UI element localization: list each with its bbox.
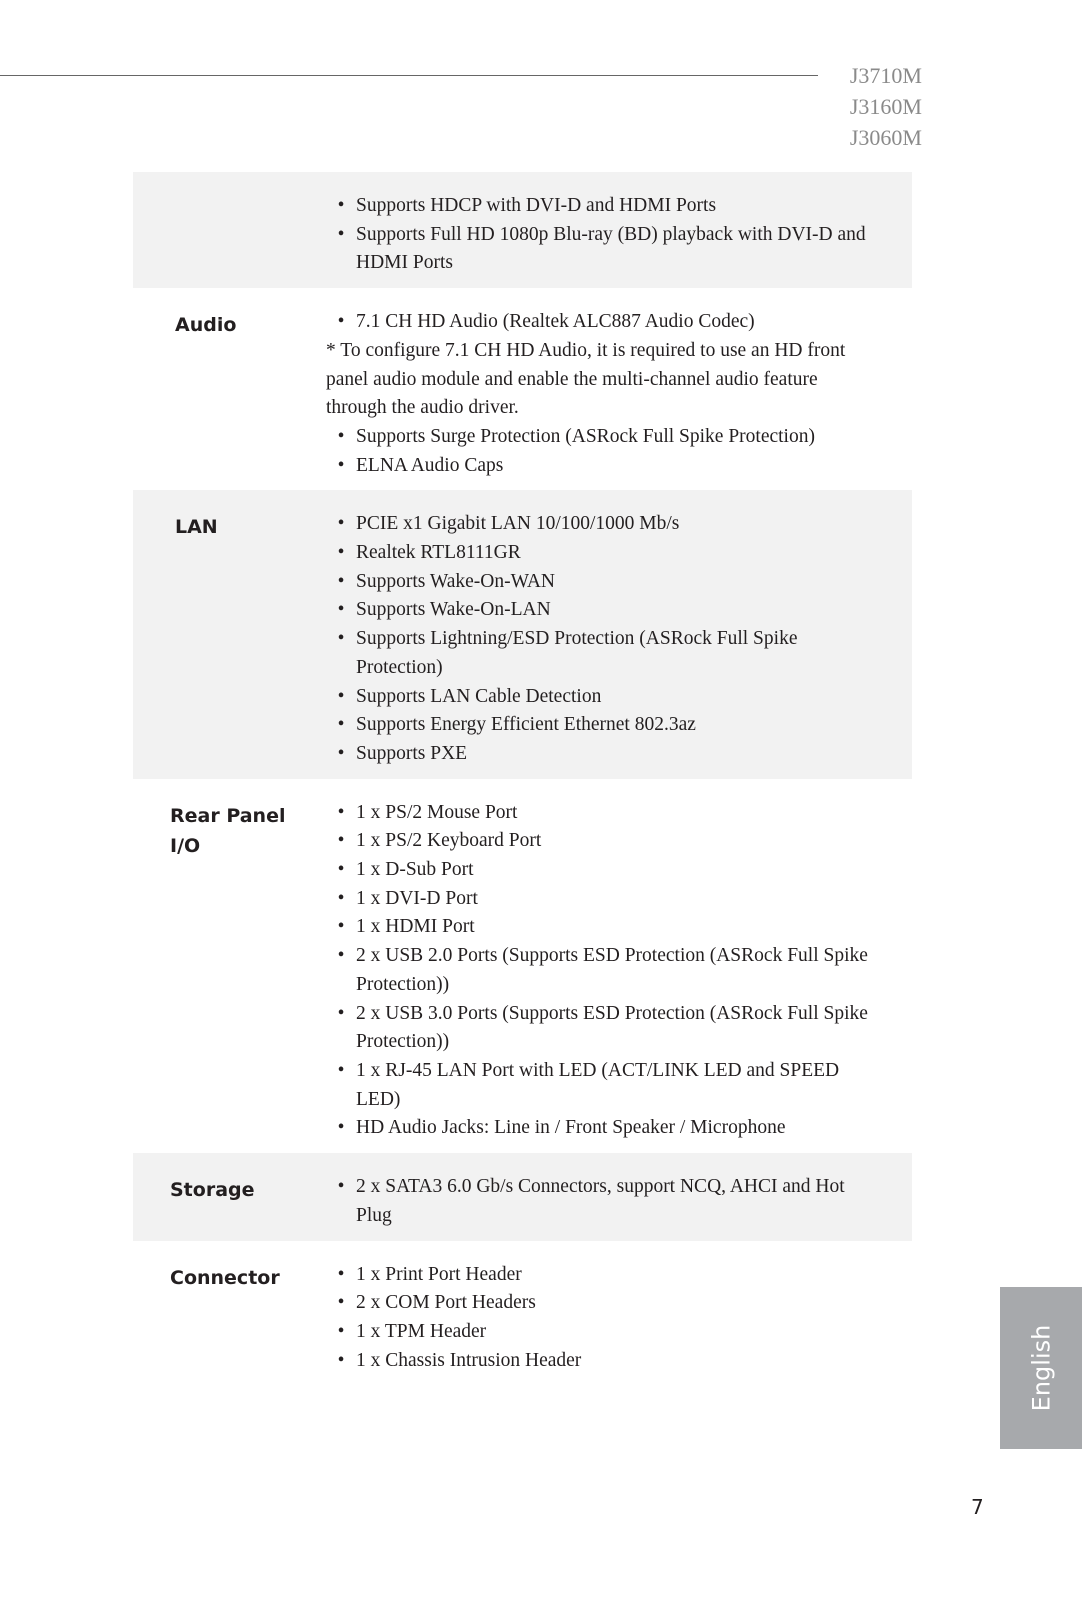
list-item-text: 1 x DVI-D Port: [356, 887, 478, 909]
list-item: [326, 1318, 882, 1347]
list-item: [326, 625, 882, 682]
bullet-icon: •: [337, 1292, 345, 1314]
list-item: [326, 1289, 882, 1318]
list-item-text: 1 x PS/2 Keyboard Port: [356, 830, 542, 852]
list-item-text: Realtek RTL8111GR: [356, 542, 521, 564]
list-item: [326, 683, 882, 712]
spec-row-rear-panel-io: [133, 779, 912, 1153]
list-item: [326, 1347, 882, 1376]
list-item-text: 1 x TPM Header: [356, 1320, 487, 1342]
list-item-text: 2 x USB 3.0 Ports (Supports ESD Protection (ASRock Full Spike Protection)): [356, 1002, 868, 1053]
list-item-text: 1 x PS/2 Mouse Port: [356, 801, 518, 823]
spec-row-label: [133, 799, 326, 1143]
list-item: [326, 510, 882, 539]
list-item: [326, 827, 882, 856]
spec-row-content: [326, 308, 912, 480]
list-item: [326, 885, 882, 914]
bullet-icon: •: [337, 887, 345, 909]
bullet-icon: •: [337, 1176, 345, 1198]
spec-row-label: Audio: [175, 314, 237, 337]
list-item: [326, 1173, 882, 1230]
list-item: [326, 221, 882, 278]
list-item: [326, 1057, 882, 1114]
bullet-icon: •: [337, 1263, 345, 1285]
bullet-icon: •: [337, 1002, 345, 1024]
bullet-icon: •: [337, 830, 345, 852]
spec-row-content: [326, 1261, 912, 1376]
list-item: [326, 568, 882, 597]
bullet-icon: •: [337, 542, 345, 564]
list-item: [326, 1000, 882, 1057]
list-item-text: 7.1 CH HD Audio (Realtek ALC887 Audio Codec): [356, 311, 755, 333]
list-item-text: 2 x USB 2.0 Ports (Supports ESD Protection (ASRock Full Spike Protection)): [356, 945, 868, 995]
bullet-icon: •: [337, 628, 345, 650]
spec-row-content: [326, 799, 912, 1143]
list-item-text: Supports Wake-On-WAN: [356, 570, 555, 592]
bullet-icon: •: [337, 454, 345, 476]
spec-row-label: [133, 192, 326, 278]
bullet-icon: •: [337, 1059, 345, 1081]
list-item: [326, 799, 882, 828]
list-item: [326, 539, 882, 568]
language-tab: [1000, 1287, 1082, 1449]
spec-row-label: Storage: [170, 1179, 255, 1202]
bullet-icon: •: [337, 513, 345, 535]
bullet-icon: •: [337, 425, 345, 447]
spec-row-content: [326, 192, 912, 278]
page-number: 7: [971, 1495, 984, 1519]
list-item-text: 1 x HDMI Port: [356, 916, 475, 938]
spec-row-label: Connector: [170, 1266, 280, 1289]
bullet-icon: •: [337, 714, 345, 736]
list-item: [326, 452, 882, 481]
spec-row-content: [326, 1173, 912, 1230]
model-name: J3710M: [849, 63, 922, 88]
spec-row-audio: [133, 288, 912, 490]
bullet-icon: •: [337, 945, 345, 967]
bullet-icon: •: [337, 1117, 345, 1139]
spec-row-lan: [133, 490, 912, 778]
audio-note: * To configure 7.1 CH HD Audio, it is required to use an HD front panel audio module and enable the multi-channel audio feature through the audio driver.: [326, 339, 846, 419]
list-item: [326, 856, 882, 885]
header-rule: [0, 75, 818, 76]
model-name: J3060M: [849, 125, 922, 150]
list-item: [326, 423, 882, 452]
bullet-icon: •: [337, 223, 345, 245]
list-item: [326, 308, 882, 337]
list-item-text: HD Audio Jacks: Line in / Front Speaker / Microphone: [356, 1117, 786, 1139]
spec-table: [133, 172, 912, 1385]
list-item-text: Supports Full HD 1080p Blu-ray (BD) playback with DVI-D and HDMI Ports: [356, 223, 866, 274]
list-item-text: 1 x Print Port Header: [356, 1263, 522, 1285]
bullet-icon: •: [337, 742, 345, 764]
spec-row-label-line: I/O: [170, 834, 201, 857]
list-item: [326, 942, 882, 999]
spec-row-label: LAN: [175, 516, 218, 539]
bullet-icon: •: [337, 570, 345, 592]
list-item: [326, 192, 882, 221]
list-item-text: 1 x RJ-45 LAN Port with LED (ACT/LINK LED and SPEED LED): [356, 1059, 840, 1110]
list-item-text: Supports PXE: [356, 742, 468, 764]
bullet-icon: •: [337, 599, 345, 621]
bullet-icon: •: [337, 311, 345, 333]
list-item: [326, 1114, 882, 1143]
spec-row-label-line: Rear Panel: [170, 804, 286, 827]
list-item-text: ELNA Audio Caps: [356, 454, 504, 476]
list-item-text: 1 x Chassis Intrusion Header: [356, 1349, 582, 1371]
bullet-icon: •: [337, 801, 345, 823]
list-item: [326, 740, 882, 769]
list-item: [326, 711, 882, 740]
list-item-text: Supports Surge Protection (ASRock Full Spike Protection): [356, 425, 815, 447]
list-item-text: PCIE x1 Gigabit LAN 10/100/1000 Mb/s: [356, 513, 680, 535]
list-item-text: 2 x SATA3 6.0 Gb/s Connectors, support NCQ, AHCI and Hot Plug: [356, 1176, 845, 1226]
list-item-text: 1 x D-Sub Port: [356, 859, 474, 881]
list-item: [326, 913, 882, 942]
bullet-icon: •: [337, 859, 345, 881]
bullet-icon: •: [337, 685, 345, 707]
spec-row-storage: [133, 1153, 912, 1240]
bullet-icon: •: [337, 195, 345, 216]
spec-row-graphics-continued: [133, 172, 912, 288]
list-item-text: Supports Energy Efficient Ethernet 802.3az: [356, 714, 696, 736]
spec-row-content: [326, 510, 912, 768]
bullet-icon: •: [337, 916, 345, 938]
spec-row-connector: [133, 1241, 912, 1386]
list-item: [326, 596, 882, 625]
list-item-text: Supports Lightning/ESD Protection (ASRock Full Spike Protection): [356, 628, 798, 678]
model-list: [850, 60, 922, 153]
list-item: [326, 1261, 882, 1290]
list-item-text: Supports Wake-On-LAN: [356, 599, 551, 621]
language-tab-label: English: [1027, 1324, 1056, 1412]
list-item-text: Supports LAN Cable Detection: [356, 685, 602, 707]
list-item-text: Supports HDCP with DVI-D and HDMI Ports: [356, 195, 717, 216]
bullet-icon: •: [337, 1320, 345, 1342]
bullet-icon: •: [337, 1349, 345, 1371]
model-name: J3160M: [849, 94, 922, 119]
list-item-text: 2 x COM Port Headers: [356, 1292, 536, 1314]
